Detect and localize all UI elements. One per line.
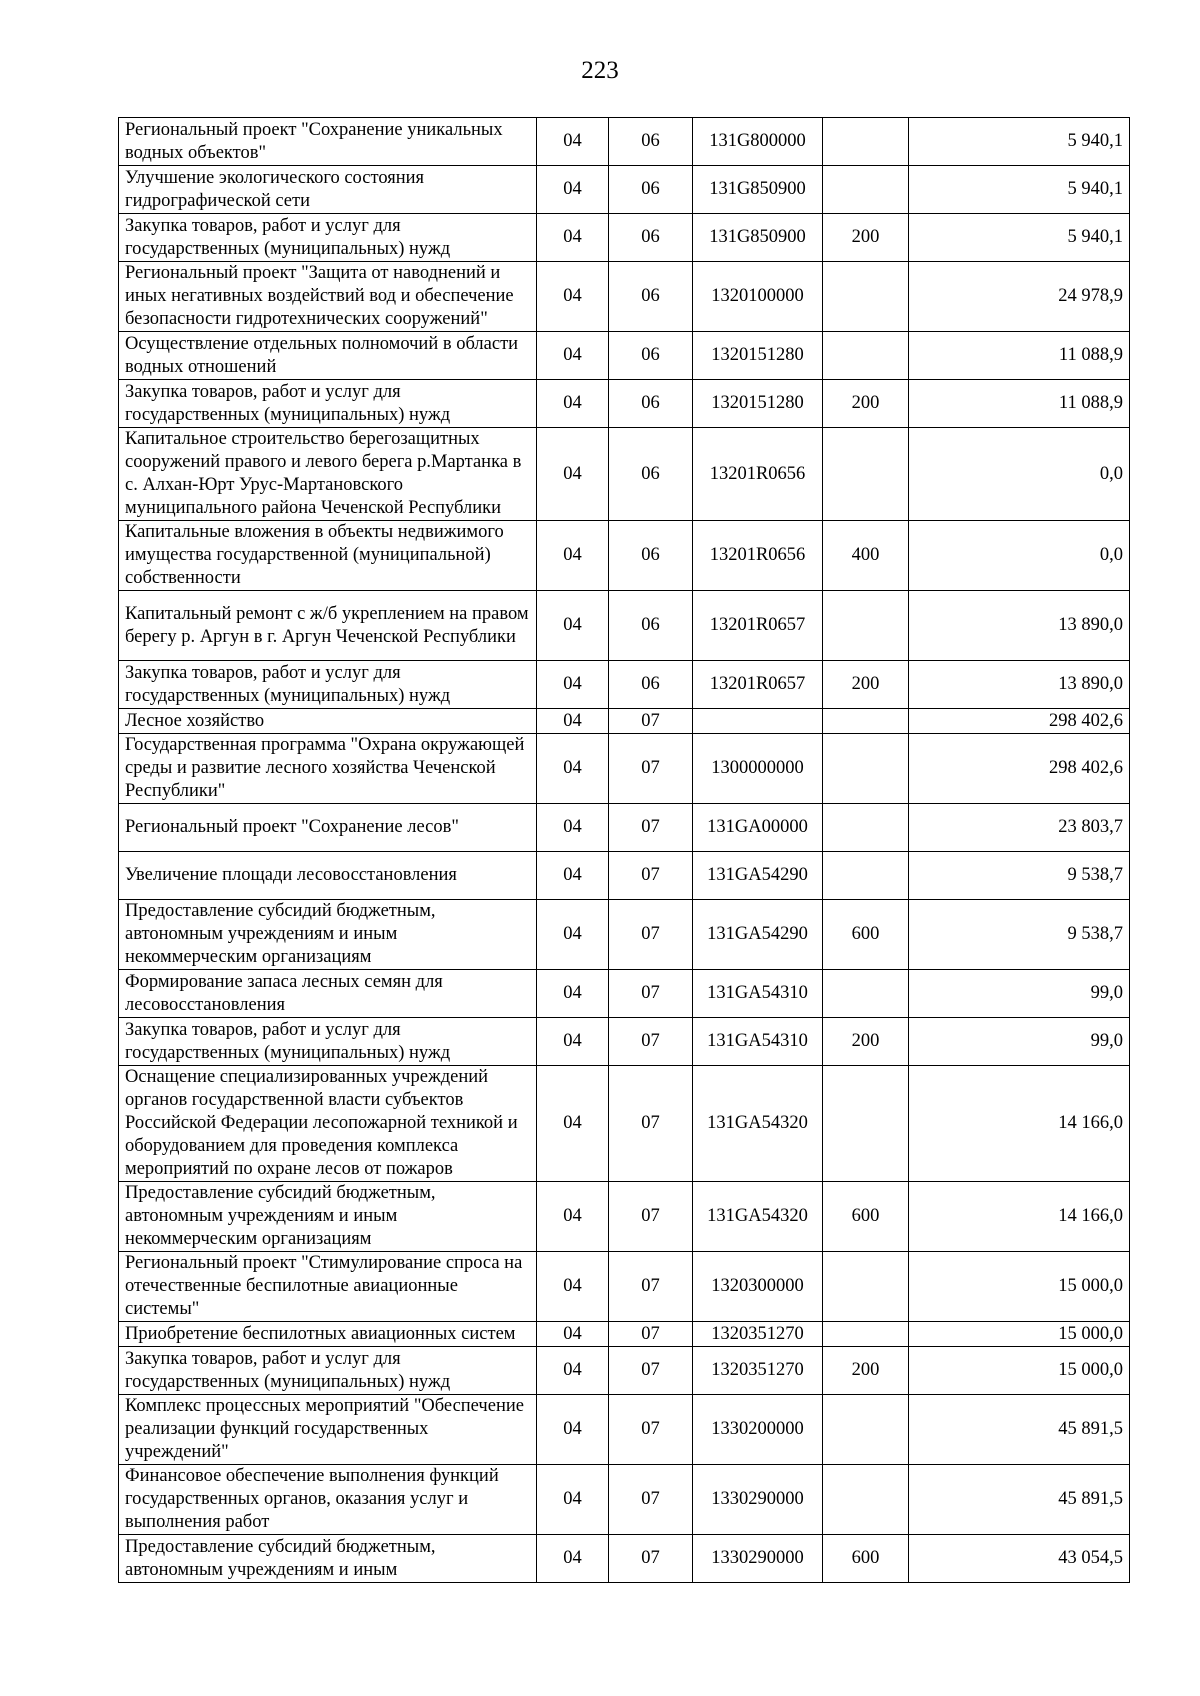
row-subsection: 07 <box>609 1347 693 1395</box>
table-row <box>119 970 1130 1018</box>
row-name: Лесное хозяйство <box>119 709 537 734</box>
row-expense-type <box>823 428 909 521</box>
table-row <box>119 332 1130 380</box>
row-section: 04 <box>537 332 609 380</box>
row-section: 04 <box>537 1465 609 1535</box>
row-target-code: 1320100000 <box>693 262 823 332</box>
row-expense-type: 400 <box>823 521 909 591</box>
row-target-code: 131GA54320 <box>693 1066 823 1182</box>
row-name: Увеличение площади лесовосстановления <box>119 852 537 900</box>
row-expense-type <box>823 1252 909 1322</box>
page-number: 223 <box>581 57 619 84</box>
row-subsection: 07 <box>609 1182 693 1252</box>
row-subsection: 07 <box>609 734 693 804</box>
row-section: 04 <box>537 1182 609 1252</box>
row-amount: 298 402,6 <box>909 734 1130 804</box>
row-expense-type <box>823 1465 909 1535</box>
row-amount: 13 890,0 <box>909 661 1130 709</box>
row-section: 04 <box>537 661 609 709</box>
row-target-code: 131G800000 <box>693 118 823 166</box>
row-expense-type <box>823 262 909 332</box>
row-name: Предоставление субсидий бюджетным, автономным учреждениям и иным некоммерческим организациям <box>119 900 537 970</box>
row-target-code: 1300000000 <box>693 734 823 804</box>
row-expense-type <box>823 709 909 734</box>
table-row <box>119 900 1130 970</box>
row-subsection: 06 <box>609 661 693 709</box>
row-section: 04 <box>537 214 609 262</box>
row-section: 04 <box>537 1018 609 1066</box>
row-expense-type: 600 <box>823 1535 909 1583</box>
row-amount: 5 940,1 <box>909 166 1130 214</box>
table-row <box>119 1347 1130 1395</box>
row-target-code: 131GA00000 <box>693 804 823 852</box>
row-section: 04 <box>537 852 609 900</box>
row-section: 04 <box>537 521 609 591</box>
row-target-code: 1320351270 <box>693 1347 823 1395</box>
row-target-code: 1320151280 <box>693 332 823 380</box>
table-row <box>119 118 1130 166</box>
table-row <box>119 166 1130 214</box>
row-name: Региональный проект "Сохранение уникальных водных объектов" <box>119 118 537 166</box>
row-expense-type <box>823 332 909 380</box>
row-target-code: 1330200000 <box>693 1395 823 1465</box>
row-amount: 15 000,0 <box>909 1347 1130 1395</box>
row-expense-type: 600 <box>823 900 909 970</box>
row-amount: 24 978,9 <box>909 262 1130 332</box>
row-amount: 0,0 <box>909 521 1130 591</box>
row-expense-type <box>823 1395 909 1465</box>
row-expense-type <box>823 970 909 1018</box>
row-amount: 45 891,5 <box>909 1465 1130 1535</box>
row-subsection: 06 <box>609 118 693 166</box>
row-amount: 0,0 <box>909 428 1130 521</box>
row-name: Оснащение специализированных учреждений органов государственной власти субъектов Российской Федерации лесопожарной техникой и оборудованием для проведения комплекса мероприятий по охране лесов от пожаров <box>119 1066 537 1182</box>
row-section: 04 <box>537 262 609 332</box>
row-section: 04 <box>537 1535 609 1583</box>
row-amount: 99,0 <box>909 970 1130 1018</box>
row-target-code: 1320351270 <box>693 1322 823 1347</box>
row-subsection: 06 <box>609 428 693 521</box>
row-expense-type <box>823 118 909 166</box>
row-expense-type: 200 <box>823 380 909 428</box>
row-subsection: 07 <box>609 1535 693 1583</box>
row-section: 04 <box>537 166 609 214</box>
row-amount: 14 166,0 <box>909 1182 1130 1252</box>
row-expense-type <box>823 852 909 900</box>
budget-table-body <box>119 118 1130 1583</box>
table-row <box>119 380 1130 428</box>
row-section: 04 <box>537 118 609 166</box>
row-subsection: 07 <box>609 852 693 900</box>
row-section: 04 <box>537 709 609 734</box>
row-expense-type <box>823 804 909 852</box>
table-row <box>119 1018 1130 1066</box>
table-row <box>119 591 1130 661</box>
row-amount: 43 054,5 <box>909 1535 1130 1583</box>
row-section: 04 <box>537 428 609 521</box>
row-subsection: 07 <box>609 804 693 852</box>
table-row <box>119 521 1130 591</box>
row-section: 04 <box>537 1066 609 1182</box>
row-name: Предоставление субсидий бюджетным, автономным учреждениям и иным некоммерческим организациям <box>119 1182 537 1252</box>
row-expense-type <box>823 734 909 804</box>
row-target-code <box>693 709 823 734</box>
row-section: 04 <box>537 1347 609 1395</box>
row-expense-type: 200 <box>823 214 909 262</box>
row-amount: 11 088,9 <box>909 380 1130 428</box>
row-amount: 15 000,0 <box>909 1322 1130 1347</box>
table-row <box>119 1322 1130 1347</box>
row-name: Капитальные вложения в объекты недвижимого имущества государственной (муниципальной) собственности <box>119 521 537 591</box>
row-expense-type <box>823 591 909 661</box>
table-row <box>119 804 1130 852</box>
row-amount: 9 538,7 <box>909 900 1130 970</box>
table-row <box>119 1252 1130 1322</box>
table-row <box>119 1535 1130 1583</box>
row-name: Региональный проект "Защита от наводнений и иных негативных воздействий вод и обеспечение безопасности гидротехнических сооружений" <box>119 262 537 332</box>
row-subsection: 06 <box>609 521 693 591</box>
row-target-code: 1330290000 <box>693 1535 823 1583</box>
row-name: Формирование запаса лесных семян для лесовосстановления <box>119 970 537 1018</box>
row-name: Региональный проект "Стимулирование спроса на отечественные беспилотные авиационные системы" <box>119 1252 537 1322</box>
table-row <box>119 214 1130 262</box>
row-name: Капитальный ремонт с ж/б укреплением на правом берегу р. Аргун в г. Аргун Чеченской Республики <box>119 591 537 661</box>
row-target-code: 13201R0657 <box>693 591 823 661</box>
row-amount: 5 940,1 <box>909 214 1130 262</box>
row-name: Улучшение экологического состояния гидрографической сети <box>119 166 537 214</box>
row-name: Закупка товаров, работ и услуг для государственных (муниципальных) нужд <box>119 380 537 428</box>
row-section: 04 <box>537 591 609 661</box>
budget-table <box>118 117 1130 1583</box>
row-name: Закупка товаров, работ и услуг для государственных (муниципальных) нужд <box>119 1018 537 1066</box>
row-subsection: 07 <box>609 1066 693 1182</box>
row-expense-type: 200 <box>823 1347 909 1395</box>
row-subsection: 07 <box>609 1322 693 1347</box>
row-expense-type <box>823 1322 909 1347</box>
row-name: Закупка товаров, работ и услуг для государственных (муниципальных) нужд <box>119 661 537 709</box>
row-section: 04 <box>537 970 609 1018</box>
row-name: Финансовое обеспечение выполнения функций государственных органов, оказания услуг и выполнения работ <box>119 1465 537 1535</box>
row-subsection: 06 <box>609 214 693 262</box>
row-amount: 5 940,1 <box>909 118 1130 166</box>
row-amount: 13 890,0 <box>909 591 1130 661</box>
table-row <box>119 1395 1130 1465</box>
row-target-code: 13201R0656 <box>693 428 823 521</box>
table-row <box>119 1465 1130 1535</box>
row-target-code: 131G850900 <box>693 166 823 214</box>
row-amount: 298 402,6 <box>909 709 1130 734</box>
row-subsection: 06 <box>609 380 693 428</box>
row-target-code: 131GA54290 <box>693 852 823 900</box>
row-section: 04 <box>537 804 609 852</box>
row-name: Региональный проект "Сохранение лесов" <box>119 804 537 852</box>
row-amount: 15 000,0 <box>909 1252 1130 1322</box>
row-section: 04 <box>537 900 609 970</box>
row-amount: 9 538,7 <box>909 852 1130 900</box>
row-subsection: 06 <box>609 262 693 332</box>
table-row <box>119 1182 1130 1252</box>
row-subsection: 07 <box>609 1395 693 1465</box>
row-target-code: 131GA54310 <box>693 970 823 1018</box>
table-row <box>119 428 1130 521</box>
row-expense-type: 200 <box>823 661 909 709</box>
row-subsection: 06 <box>609 591 693 661</box>
row-target-code: 13201R0656 <box>693 521 823 591</box>
row-target-code: 1320151280 <box>693 380 823 428</box>
row-name: Осуществление отдельных полномочий в области водных отношений <box>119 332 537 380</box>
row-subsection: 07 <box>609 970 693 1018</box>
row-target-code: 131GA54310 <box>693 1018 823 1066</box>
row-target-code: 13201R0657 <box>693 661 823 709</box>
row-amount: 14 166,0 <box>909 1066 1130 1182</box>
row-amount: 45 891,5 <box>909 1395 1130 1465</box>
row-subsection: 07 <box>609 709 693 734</box>
row-name: Государственная программа "Охрана окружающей среды и развитие лесного хозяйства Чеченской Республики" <box>119 734 537 804</box>
row-amount: 99,0 <box>909 1018 1130 1066</box>
table-row <box>119 709 1130 734</box>
row-name: Закупка товаров, работ и услуг для государственных (муниципальных) нужд <box>119 1347 537 1395</box>
row-target-code: 131GA54290 <box>693 900 823 970</box>
table-row <box>119 661 1130 709</box>
row-target-code: 1320300000 <box>693 1252 823 1322</box>
row-expense-type: 600 <box>823 1182 909 1252</box>
row-section: 04 <box>537 1252 609 1322</box>
row-name: Приобретение беспилотных авиационных систем <box>119 1322 537 1347</box>
row-amount: 23 803,7 <box>909 804 1130 852</box>
table-row <box>119 852 1130 900</box>
row-subsection: 07 <box>609 900 693 970</box>
row-amount: 11 088,9 <box>909 332 1130 380</box>
row-subsection: 06 <box>609 166 693 214</box>
row-name: Капитальное строительство берегозащитных сооружений правого и левого берега р.Мартанка в с. Алхан-Юрт Урус-Мартановского муниципального района Чеченской Республики <box>119 428 537 521</box>
row-subsection: 06 <box>609 332 693 380</box>
row-expense-type <box>823 1066 909 1182</box>
row-name: Предоставление субсидий бюджетным, автономным учреждениям и иным <box>119 1535 537 1583</box>
table-row <box>119 1066 1130 1182</box>
row-section: 04 <box>537 734 609 804</box>
row-section: 04 <box>537 1395 609 1465</box>
row-subsection: 07 <box>609 1252 693 1322</box>
table-row <box>119 262 1130 332</box>
table-row <box>119 734 1130 804</box>
row-section: 04 <box>537 380 609 428</box>
row-target-code: 131GA54320 <box>693 1182 823 1252</box>
row-subsection: 07 <box>609 1018 693 1066</box>
row-expense-type <box>823 166 909 214</box>
row-subsection: 07 <box>609 1465 693 1535</box>
row-target-code: 131G850900 <box>693 214 823 262</box>
row-section: 04 <box>537 1322 609 1347</box>
row-name: Комплекс процессных мероприятий "Обеспечение реализации функций государственных учреждений" <box>119 1395 537 1465</box>
row-expense-type: 200 <box>823 1018 909 1066</box>
row-target-code: 1330290000 <box>693 1465 823 1535</box>
row-name: Закупка товаров, работ и услуг для государственных (муниципальных) нужд <box>119 214 537 262</box>
